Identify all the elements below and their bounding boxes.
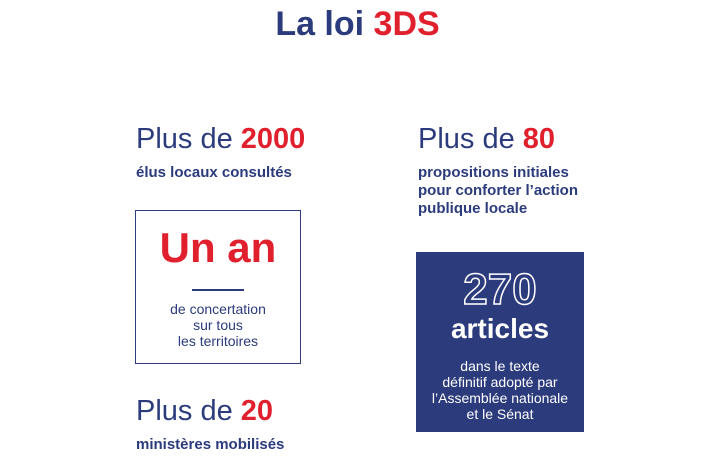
stat-elus-number: 2000 bbox=[240, 123, 306, 155]
articles-text: dans le texte définitif adopté par l’Assemblée nationale et le Sénat bbox=[431, 358, 569, 422]
stat-ministeres-description: ministères mobilisés bbox=[136, 436, 285, 453]
concertation-box bbox=[135, 210, 301, 364]
stat-propositions-lead bbox=[418, 122, 578, 156]
stat-ministeres-lead bbox=[136, 394, 284, 428]
stat-elus-prefix: Plus de bbox=[136, 123, 241, 155]
articles-label: articles bbox=[450, 313, 550, 344]
title-accent: 3DS bbox=[373, 5, 440, 43]
divider bbox=[192, 289, 244, 291]
concertation-headline: Un an bbox=[159, 224, 277, 271]
stat-ministeres-prefix: Plus de bbox=[136, 395, 241, 427]
stat-ministeres-number: 20 bbox=[240, 395, 274, 427]
concertation-text: de concertation sur tous les territoires bbox=[170, 301, 266, 349]
stat-propositions bbox=[418, 122, 578, 218]
stat-propositions-description: propositions initiales pour conforter l’action publique locale bbox=[418, 164, 579, 217]
stat-propositions-prefix: Plus de bbox=[418, 123, 523, 155]
stat-elus-consultes bbox=[136, 122, 305, 182]
articles-box bbox=[416, 252, 584, 432]
page-title bbox=[0, 2, 715, 46]
title-prefix: La loi bbox=[275, 5, 374, 43]
articles-count: 270 bbox=[463, 265, 537, 314]
stat-propositions-number: 80 bbox=[522, 123, 556, 155]
stat-ministeres-mobilises bbox=[136, 394, 284, 454]
stat-elus-description: élus locaux consultés bbox=[136, 164, 292, 181]
stat-elus-lead bbox=[136, 122, 305, 156]
